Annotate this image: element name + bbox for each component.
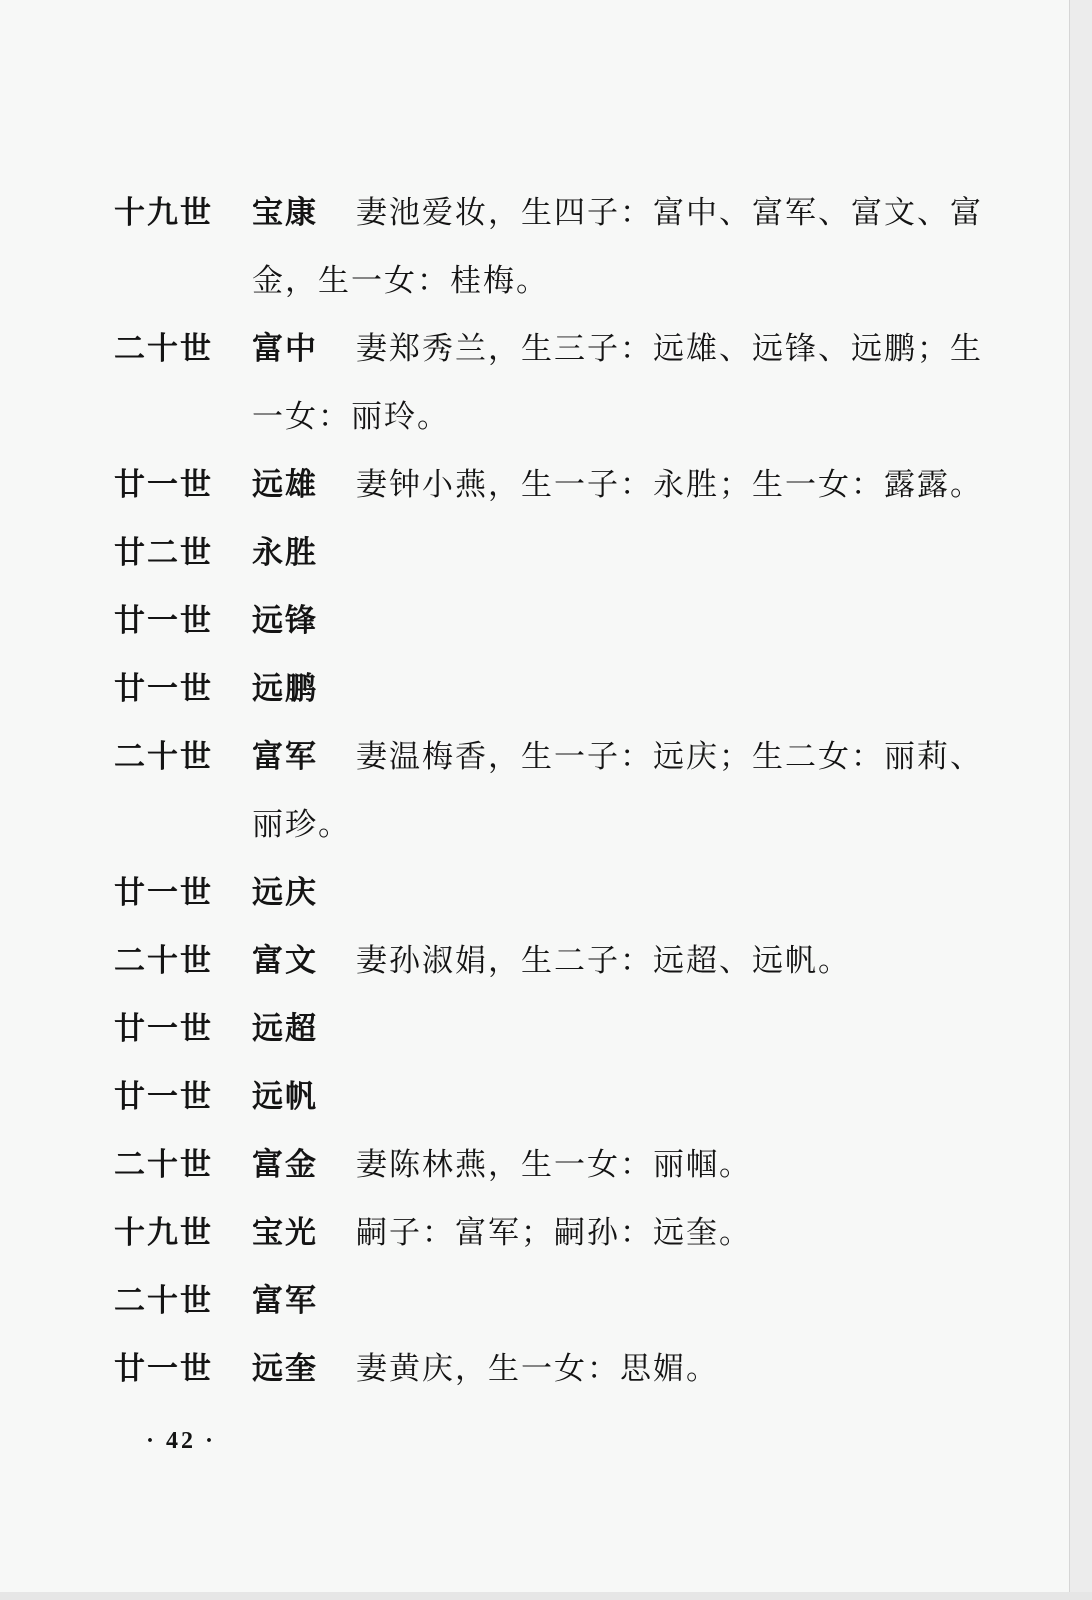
person-name: 远庆 <box>252 875 318 911</box>
entry-description: 嗣子：富军；嗣孙：远奎。 <box>356 1215 752 1251</box>
person-name: 宝康 <box>252 195 318 231</box>
generation-label: 廿一世 <box>114 603 213 639</box>
generation-label: 廿一世 <box>114 875 213 911</box>
generation-label: 二十世 <box>114 1283 213 1319</box>
person-name: 宝光 <box>252 1215 318 1251</box>
person-name: 富中 <box>252 331 318 367</box>
entry-description-continued: 金，生一女：桂梅。 <box>252 263 549 299</box>
entry-description: 妻孙淑娟，生二子：远超、远帆。 <box>356 943 851 979</box>
entry-description: 妻温梅香，生一子：远庆；生二女：丽莉、 <box>356 739 983 775</box>
entry-description: 妻郑秀兰，生三子：远雄、远锋、远鹏；生 <box>356 331 983 367</box>
entry-description-continued: 一女：丽玲。 <box>252 399 450 435</box>
generation-label: 廿一世 <box>114 1351 213 1387</box>
person-name: 远鹏 <box>252 671 318 707</box>
person-name: 远奎 <box>252 1351 318 1387</box>
generation-label: 二十世 <box>114 1147 213 1183</box>
generation-label: 廿一世 <box>114 1079 213 1115</box>
generation-label: 廿一世 <box>114 467 213 503</box>
generation-label: 十九世 <box>114 195 213 231</box>
generation-label: 廿一世 <box>114 1011 213 1047</box>
person-name: 远超 <box>252 1011 318 1047</box>
entry-description: 妻陈林燕，生一女：丽帼。 <box>356 1147 752 1183</box>
generation-label: 廿二世 <box>114 535 213 571</box>
person-name: 富军 <box>252 739 318 775</box>
entry-description-continued: 丽珍。 <box>252 807 351 843</box>
generation-label: 二十世 <box>114 331 213 367</box>
entry-description: 妻池爱妆，生四子：富中、富军、富文、富 <box>356 195 983 231</box>
person-name: 远锋 <box>252 603 318 639</box>
person-name: 远雄 <box>252 467 318 503</box>
person-name: 永胜 <box>252 535 318 571</box>
page-number: · 42 · <box>146 1428 217 1454</box>
generation-label: 廿一世 <box>114 671 213 707</box>
person-name: 富军 <box>252 1283 318 1319</box>
person-name: 富金 <box>252 1147 318 1183</box>
person-name: 远帆 <box>252 1079 318 1115</box>
generation-label: 十九世 <box>114 1215 213 1251</box>
person-name: 富文 <box>252 943 318 979</box>
entry-description: 妻黄庆，生一女：思媚。 <box>356 1351 719 1387</box>
entry-description: 妻钟小燕，生一子：永胜；生一女：露露。 <box>356 467 983 503</box>
generation-label: 二十世 <box>114 943 213 979</box>
generation-label: 二十世 <box>114 739 213 775</box>
